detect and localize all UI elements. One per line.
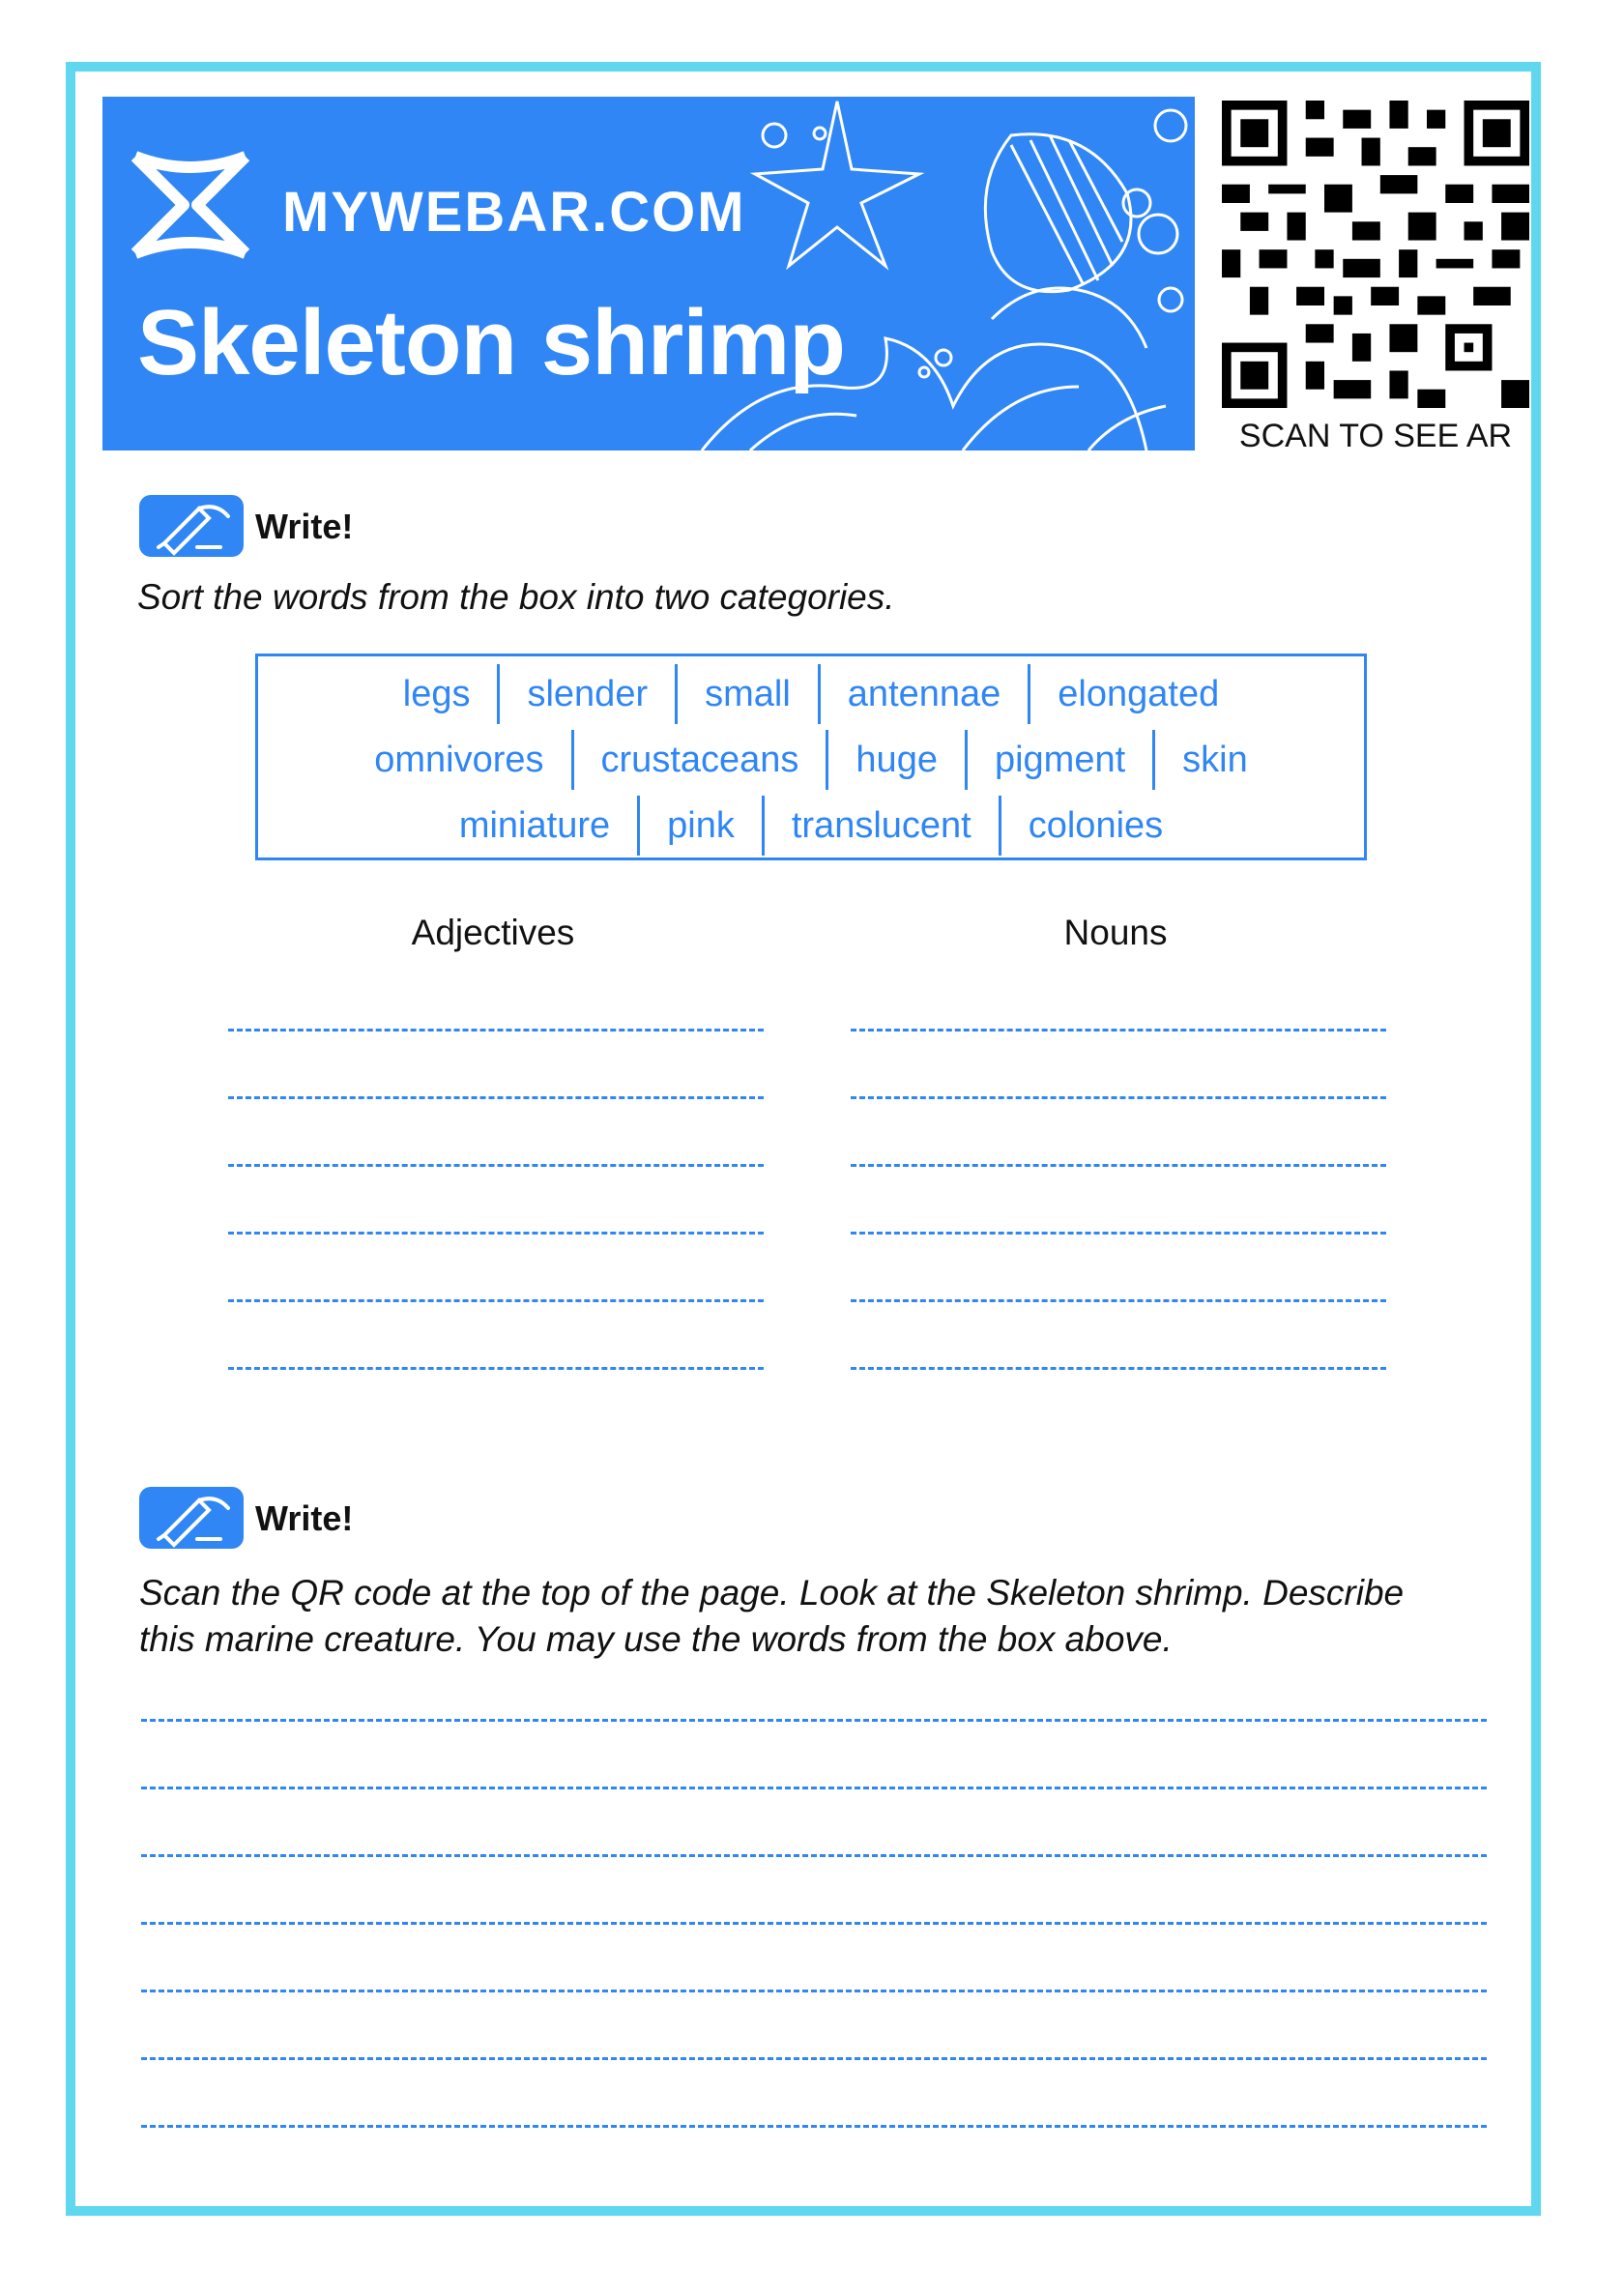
word-row [258,796,1364,856]
description-answer-line[interactable] [141,1922,1487,1925]
word: crustaceans [571,730,826,790]
qr-code[interactable] [1222,101,1529,408]
word: elongated [1028,664,1246,724]
column-heading-nouns: Nouns [1063,913,1168,952]
noun-answer-line[interactable] [851,1299,1386,1302]
write-badge [139,495,244,557]
header-banner [102,97,1195,450]
noun-answer-line[interactable] [851,1029,1386,1032]
word: huge [826,730,965,790]
word: legs [402,674,471,714]
pencil-icon [139,495,244,557]
brand-name: MYWEBAR.COM [282,181,746,244]
write-label: Write! [255,507,354,546]
page-title: Skeleton shrimp [137,291,845,394]
noun-answer-line[interactable] [851,1367,1386,1370]
word: colonies [999,796,1190,856]
word: antennae [818,664,1029,724]
describe-instruction-line-2: this marine creature. You may use the words from the box above. [139,1619,1173,1659]
description-answer-line[interactable] [141,2057,1487,2060]
sort-instruction: Sort the words from the box into two categories. [137,577,895,617]
word: small [675,664,818,724]
adjective-answer-line[interactable] [228,1299,764,1302]
sea-decoration-icon [644,97,1195,450]
word-box [255,654,1367,860]
word: translucent [762,796,999,856]
word: skin [1152,730,1275,790]
adjective-answer-line[interactable] [228,1096,764,1099]
word: pink [637,796,762,856]
describe-instruction-line-1: Scan the QR code at the top of the page. Look at the Skeleton shrimp. Describe [139,1573,1405,1613]
noun-answer-line[interactable] [851,1232,1386,1235]
description-answer-line[interactable] [141,1854,1487,1857]
description-answer-line[interactable] [141,1719,1487,1722]
pencil-icon [139,1487,244,1549]
adjective-answer-line[interactable] [228,1029,764,1032]
word: pigment [965,730,1152,790]
write-badge [139,1487,244,1549]
qr-caption: SCAN TO SEE AR [1238,418,1513,454]
adjective-answer-line[interactable] [228,1367,764,1370]
word: omnivores [374,740,544,780]
noun-answer-line[interactable] [851,1164,1386,1167]
word-row [258,730,1364,790]
write-label: Write! [255,1498,354,1538]
noun-answer-line[interactable] [851,1096,1386,1099]
word-row [258,664,1364,724]
adjective-answer-line[interactable] [228,1232,764,1235]
word: miniature [458,805,611,846]
word: slender [497,664,675,724]
column-heading-adjectives: Adjectives [411,913,575,952]
description-answer-line[interactable] [141,2125,1487,2128]
description-answer-line[interactable] [141,1990,1487,1992]
adjective-answer-line[interactable] [228,1164,764,1167]
description-answer-line[interactable] [141,1787,1487,1789]
mywebar-logo-icon [128,149,253,275]
